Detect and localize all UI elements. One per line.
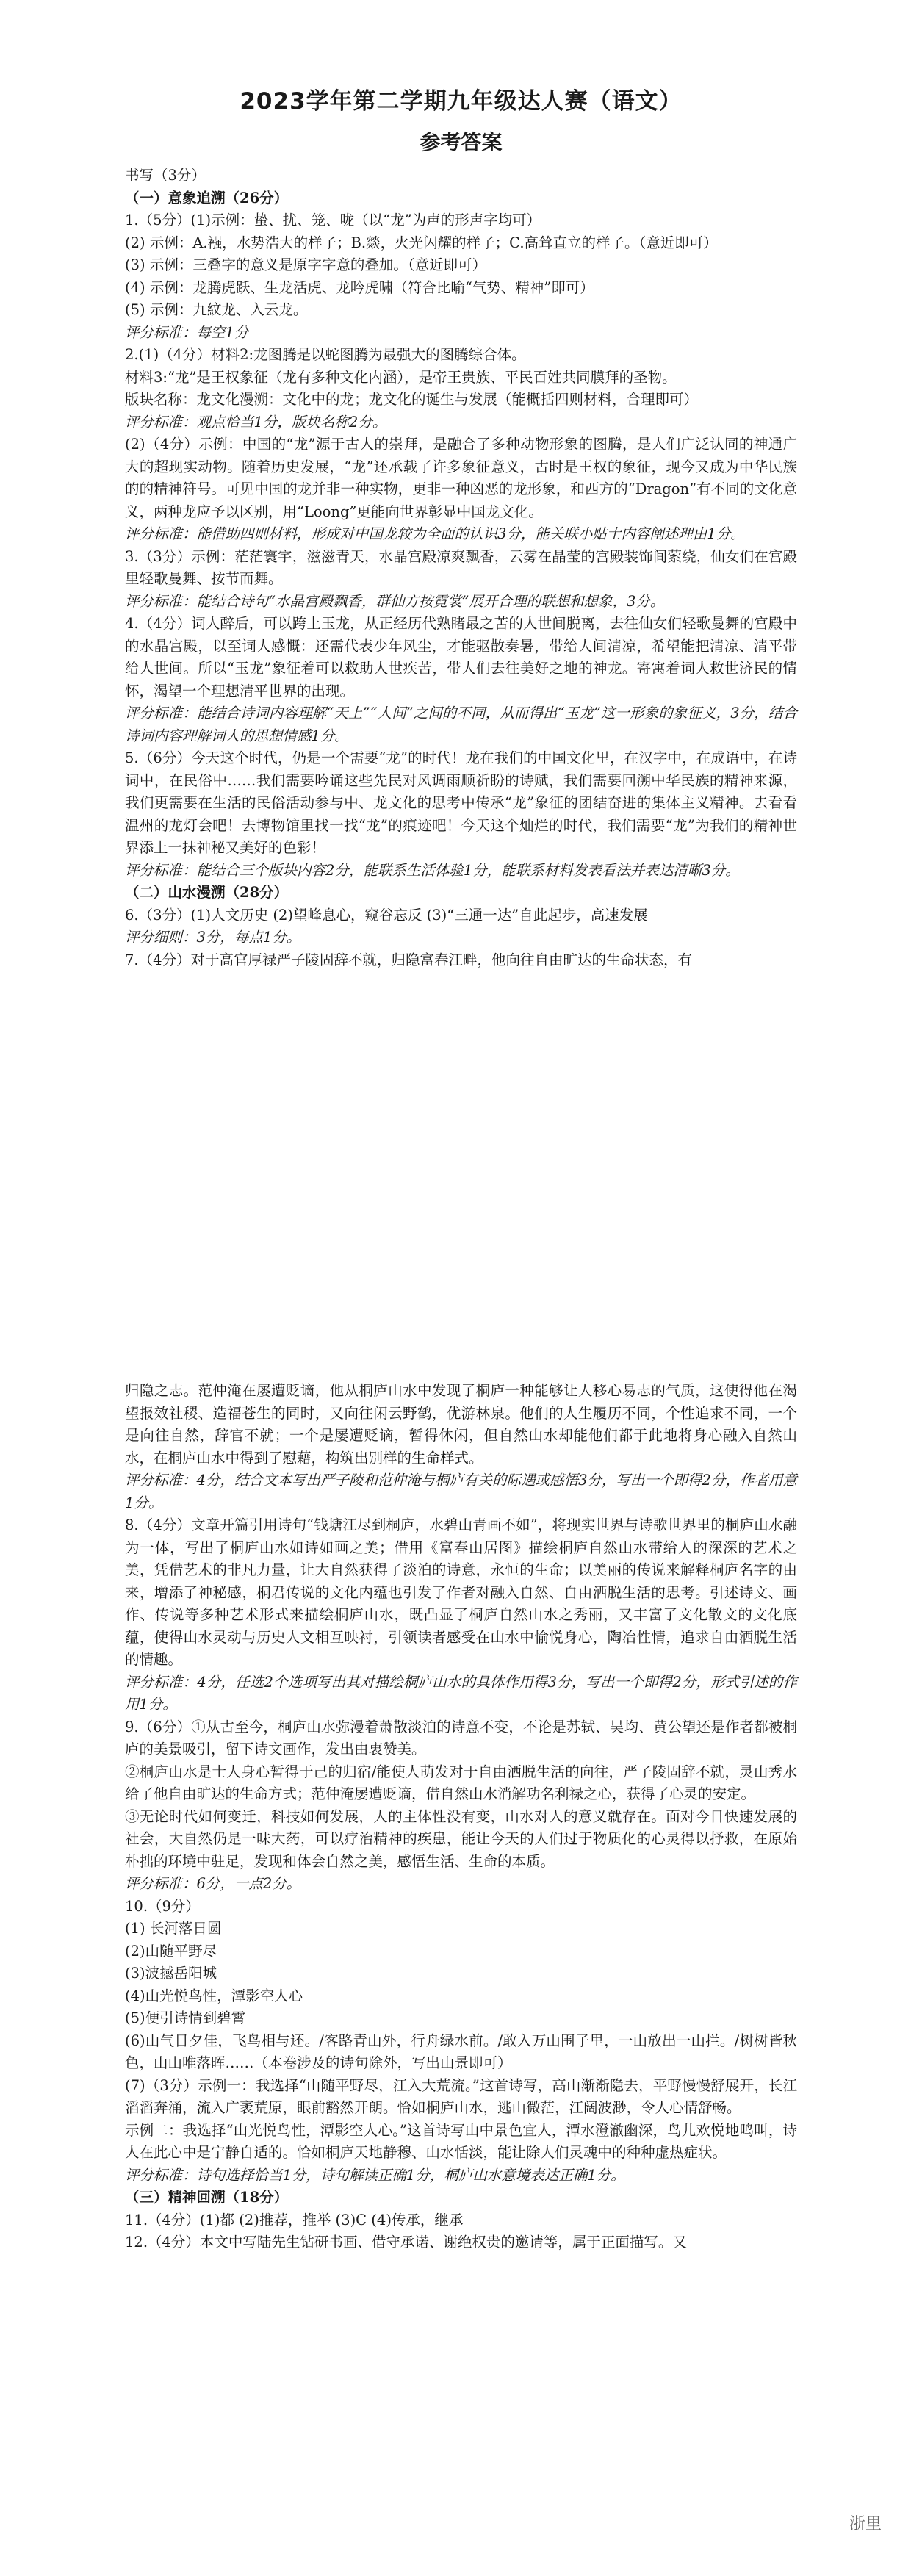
answer-line: (6)山气日夕佳，飞鸟相与还。/客路青山外，行舟绿水前。/敢入万山围子里，一山放出一山拦。/树树皆秋色，山山唯落晖……（本卷涉及的诗句除外，写出山景即可） [125,2032,797,2071]
scoring-note: 评分标准：能结合三个版块内容2分，能联系生活体验1分，能联系材料发表看法并表达清晰3分。 [125,861,740,879]
answer-line: 4.（4分）词人醉后，可以跨上玉龙，从正经历代熟睹最之苦的人世间脱离，去往仙女们轻歌曼舞的宫殿中的水晶宫殿，以至词人感慨：还需代表少年风尘，才能驱散奏暑，带给人间清凉，希望能把清凉、清平带给人世间。所以“玉龙”象征着可以救助人世疾苦，带人们去往美好之地的神龙。寄寓着词人救世济民的情怀，渴望一个理想清平世界的出现。 [125,615,797,699]
scoring-note: 评分标准：诗句选择恰当1分，诗句解读正确1分，桐庐山水意境表达正确1分。 [125,2166,625,2184]
answer-line: (7)（3分）示例一：我选择“山随平野尽，江入大荒流。”这首诗写，高山渐渐隐去，平野慢慢舒展开，长江滔滔奔涌，流入广袤荒原，眼前豁然开朗。恰如桐庐山水，逃山微茫，江阔波渺，令人心情舒畅。 [125,2076,797,2116]
answer-line: 5.（6分）今天这个时代，仍是一个需要“龙”的时代！龙在我们的中国文化里，在汉字中，在成语中，在诗词中，在民俗中……我们需要吟诵这些先民对风调雨顺祈盼的诗赋，我们需要回溯中华民族的精神来源，我们更需要在生活的民俗活动参与中、龙文化的思考中传承“龙”象征的团结奋进的集体主义精神。去看看温州的龙灯会吧！去博物馆里找一找“龙”的痕迹吧！今天这个灿烂的时代，我们需要“龙”为我们的精神世界添上一抹神秘又美好的色彩！ [125,749,797,856]
answer-line: ③无论时代如何变迁，科技如何发展，人的主体性没有变，山水对人的意义就存在。面对今日快速发展的社会，大自然仍是一味大药，可以疗治精神的疾患，能让今天的人们过于物质化的心灵得以抒救，在原始朴拙的环境中驻足，发现和体会自然之美，感悟生活、生命的本质。 [125,1807,797,1870]
answer-line: 示例二：我选择“山光悦鸟性，潭影空人心。”这首诗写山中景色宜人，潭水澄澈幽深，鸟儿欢悦地鸣叫，诗人在此心中是宁静自适的。恰如桐庐天地静穆、山水恬淡，能让除人们灵魂中的种种虚热症状。 [125,2121,797,2161]
scoring-note: 评分标准：4分，结合文本写出严子陵和范仲淹与桐庐有关的际遇或感悟3分，写出一个即得2分，作者用意1分。 [125,1472,797,1511]
answer-line: (3) 示例：三叠字的意义是原字字意的叠加。（意近即可） [125,256,487,273]
blank-area [125,1234,797,1367]
answer-line: 1.（5分）(1)示例：蛰、扰、笼、咙（以“龙”为声的形声字均可） [125,212,541,229]
answer-line: (1) 长河落日圆 [125,1920,222,1937]
answer-line: 3.（3分）示例：茫茫寰宇，滋滋青天，水晶宫殿凉爽飘香，云雾在晶莹的宫殿装饰间萦绕，仙女们在宫殿里轻歌曼舞、按节而舞。 [125,547,797,587]
answer-line: 书写（3分） [125,167,206,184]
scoring-note: 评分标准：能结合诗词内容理解“天上”“人间”之间的不同，从而得出“玉龙”这一形象的象征义，3分，结合诗词内容理解词人的思想情感1分。 [125,705,797,744]
answer-line: 6.（3分）(1)人文历史 (2)望峰息心，窥谷忘反 (3)“三通一达”自此起步，高速发展 [125,906,648,924]
section-heading: （三）精神回溯（18分） [125,2189,289,2206]
scoring-note: 评分标准：4分，任选2个选项写出其对描绘桐庐山水的具体作用得3分，写出一个即得2分，形式引述的作用1分。 [125,1673,797,1713]
scoring-note: 评分标准：能借助四则材料，形成对中国龙较为全面的认识3分，能关联小贴士内容阐述理由1分。 [125,525,745,542]
answer-line: 材料3:“龙”是王权象征（龙有多种文化内涵），是帝王贵族、平民百姓共同膜拜的圣物。 [125,368,677,386]
scoring-note: 评分标准：观点恰当1分，版块名称2分。 [125,413,387,431]
answer-line: 版块名称：龙文化漫溯：文化中的龙；龙文化的诞生与发展（能概括四则材料，合理即可） [125,391,699,408]
page-title: 2023学年第二学期九年级达人赛（语文） [240,88,683,115]
answer-line: 9.（6分）①从古至今，桐庐山水弥漫着萧散淡泊的诗意不变，不论是苏轼、吴均、黄公望还是作者都被桐庐的美景吸引，留下诗文画作，发出由衷赞美。 [125,1718,797,1757]
answer-line: 7.（4分）对于高官厚禄严子陵固辞不就，归隐富春江畔，他向往自由旷达的生命状态，有 [125,951,693,968]
answer-line: (5)便引诗情到碧霄 [125,2010,246,2026]
scoring-note: 评分标准：每空1分 [125,323,249,341]
answer-section-bottom [125,1380,797,2254]
answer-line: 2.(1)（4分）材料2:龙图腾是以蛇图腾为最强大的图腾综合体。 [125,346,526,363]
answer-line: (4) 示例：龙腾虎跃、生龙活虎、龙吟虎啸（符合比喻“气势、精神”即可） [125,278,594,296]
answer-line: (5) 示例：九紋龙、入云龙。 [125,301,308,318]
corner-watermark: 浙里 [849,2515,882,2533]
scoring-note: 评分标准：能结合诗句“水晶宫殿飘香，群仙方按霓裳”展开合理的联想和想象，3分。 [125,592,665,610]
answer-line: 归隐之志。范仲淹在屡遭贬谪，他从桐庐山水中发现了桐庐一种能够让人移心易志的气质，这使得他在渴望报效社稷、造福苍生的同时，又向往闲云野鹤，优游林泉。他们的人生履历不同，个性追求不同，一个是向往自然，辞官不就；一个是屡遭贬谪，暂得休闲，但自然山水却能他们都于此地将身心融入自然山水，在桐庐山水中得到了慰藉，构筑出别样的生命样式。 [125,1382,797,1467]
answer-line: (2)（4分）示例：中国的“龙”源于古人的崇拜，是融合了多种动物形象的图腾，是人们广泛认同的神通广大的超现实动物。随着历史发展，“龙”还承载了许多象征意义，古时是王权的象征，现今又成为中华民族的的精神符号。可见中国的龙并非一种实物，更非一种凶恶的龙形象，和西方的“Dragon”有不同的文化意义，两种龙应予以区别，用“Loong”更能向世界彰显中国龙文化。 [125,436,797,520]
scoring-note: 评分细则：3分，每点1分。 [125,929,301,946]
answer-line: 8.（4分）文章开篇引用诗句“钱塘江尽到桐庐，水碧山青画不如”，将现实世界与诗歌世界里的桐庐山水融为一体，写出了桐庐山水如诗如画之美；借用《富春山居图》描绘桐庐自然山水带给人的深深的艺术之美，凭借艺术的非凡力量，让大自然获得了淡泊的诗意，永恒的生命；以美丽的传说来解释桐庐名字的由来，增添了神秘感，桐君传说的文化内蕴也引发了作者对融入自然、自由洒脱生活的思考。引述诗文、画作、传说等多种艺术形式来描绘桐庐山水，既凸显了桐庐自然山水之秀丽，又丰富了文化散文的文化底蕴，使得山水灵动与历史人文相互映衬，引领读者感受在山水中愉悦身心，陶冶性情，追求自由洒脱生活的情趣。 [125,1517,797,1668]
answer-line: (4)山光悦鸟性，潭影空人心 [125,1987,303,2004]
answer-line: ②桐庐山水是士人身心暂得于己的归宿/能使人萌发对于自由洒脱生活的向往，严子陵固辞不就，灵山秀水给了他自由旷达的生命方式；范仲淹屡遭贬谪，借自然山水消解功名利禄之心，获得了心灵的安定。 [125,1763,797,1802]
scoring-note: 评分标准：6分，一点2分。 [125,1875,301,1892]
section-heading: （一）意象追溯（26分） [125,189,289,206]
answer-line: (2) 示例：A.襁，水势浩大的样子；B.燚，火光闪耀的样子；C.高耸直立的样子。（意近即可） [125,234,718,251]
answer-line: 11.（4分）(1)都 (2)推荐，推举 (3)C (4)传承，继承 [125,2211,464,2228]
section-heading: （二）山水漫溯（28分） [125,884,289,901]
page-subtitle: 参考答案 [420,130,503,154]
answer-line: 10.（9分） [125,1897,200,1915]
answer-line: 12.（4分）本文中写陆先生钻研书画、借守承诺、谢绝权贵的邀请等，属于正面描写。又 [125,2234,687,2251]
answer-line: (3)波撼岳阳城 [125,1965,217,1982]
answer-line: (2)山随平野尽 [125,1942,217,1960]
answer-section-top [125,165,797,971]
